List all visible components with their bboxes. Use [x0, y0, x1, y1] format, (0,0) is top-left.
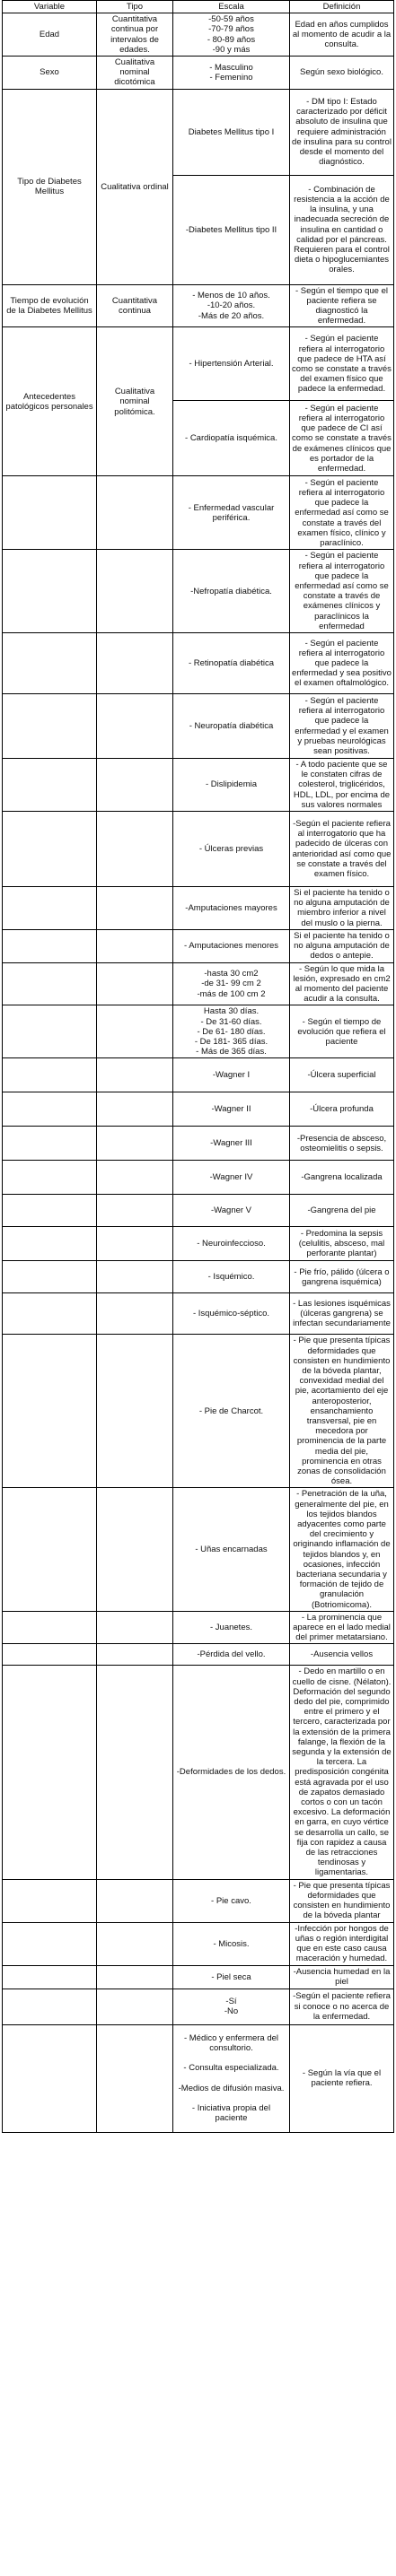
definicion-cell: Si el paciente ha tenido o no alguna amputación de dedos o antepie.: [290, 929, 394, 962]
definicion-cell: - Las lesiones isquémicas (úlceras gangrena) se infectan secundariamente: [290, 1293, 394, 1335]
escala-cell: - Micosis.: [173, 1922, 290, 1965]
escala-cell: - Juanetes.: [173, 1611, 290, 1644]
variable-cell: [3, 1195, 97, 1227]
definicion-cell: - Según el tiempo que el paciente refiera se diagnosticó la enfermedad.: [290, 284, 394, 327]
tipo-cell: [97, 1227, 173, 1261]
definicion-cell: Según sexo biológico.: [290, 57, 394, 90]
header-row: [3, 1, 394, 13]
table-row: [3, 1293, 394, 1335]
variable-cell: [3, 1666, 97, 1879]
definicion-cell: - Según el paciente refiera al interrogatorio que padece de HTA así como se constate a través del examen físico que padece la enfermedad.: [290, 327, 394, 401]
escala-cell: -Wagner IV: [173, 1161, 290, 1195]
table-row: [3, 1195, 394, 1227]
definicion-cell: - Pie frío, pálido (úlcera o gangrena isquémica): [290, 1261, 394, 1293]
table-row: [3, 1005, 394, 1058]
tipo-cell: [97, 1005, 173, 1058]
table-row: [3, 1335, 394, 1488]
definicion-cell: - Según el paciente refiera al interrogatorio que padece la enfermedad y sea positivo el examen oftalmológico.: [290, 633, 394, 694]
variables-table: [2, 0, 394, 2133]
escala-cell: -Nefropatía diabética.: [173, 550, 290, 633]
header-variable: Variable: [3, 1, 97, 13]
tipo-cell: [97, 929, 173, 962]
variable-cell: Sexo: [3, 57, 97, 90]
variable-cell: [3, 476, 97, 550]
escala-cell: - Isquémico-séptico.: [173, 1293, 290, 1335]
definicion-cell: Si el paciente ha tenido o no alguna amputación de miembro inferior a nivel del muslo o la pierna.: [290, 887, 394, 930]
definicion-cell: -Según el paciente refiera si conoce o no acerca de la enfermedad.: [290, 1989, 394, 2024]
escala-cell: Hasta 30 días. - De 31-60 días. - De 61- 180 días. - De 181- 365 días. - Más de 365 días.: [173, 1005, 290, 1058]
escala-cell: Diabetes Mellitus tipo I: [173, 89, 290, 175]
tipo-cell: [97, 694, 173, 759]
table-row: [3, 887, 394, 930]
header-escala: Escala: [173, 1, 290, 13]
tipo-cell: [97, 759, 173, 812]
tipo-cell: Cualitativa ordinal: [97, 89, 173, 284]
tipo-cell: [97, 812, 173, 887]
variable-cell: Tipo de Diabetes Mellitus: [3, 89, 97, 284]
escala-cell: -hasta 30 cm2 -de 31- 99 cm 2 -más de 100 cm 2: [173, 962, 290, 1005]
table-row: [3, 1488, 394, 1611]
variable-cell: [3, 759, 97, 812]
tipo-cell: Cualitativa nominal dicotómica: [97, 57, 173, 90]
variable-cell: [3, 812, 97, 887]
table-row: [3, 812, 394, 887]
escala-cell: - Pie cavo.: [173, 1879, 290, 1922]
tipo-cell: [97, 1261, 173, 1293]
definicion-cell: -Infección por hongos de uñas o región interdigital que en este caso causa maceración y humedad.: [290, 1922, 394, 1965]
definicion-cell: - Según la vía que el paciente refiera.: [290, 2024, 394, 2132]
variable-cell: [3, 1005, 97, 1058]
table-row: [3, 1965, 394, 1989]
variable-cell: [3, 1488, 97, 1611]
variable-cell: [3, 929, 97, 962]
definicion-cell: - Según el paciente refiera al interrogatorio que padece la enfermedad así como se constate a través del examen físico, clínico y paraclínico.: [290, 476, 394, 550]
definicion-cell: - Según el paciente refiera al interrogatorio que padece de CI así como se constate a través de exámenes clínicos que es portador de la enfermedad.: [290, 401, 394, 476]
table-row: [3, 1644, 394, 1666]
escala-cell: -Deformidades de los dedos.: [173, 1666, 290, 1879]
escala-cell: - Úlceras previas: [173, 812, 290, 887]
variable-cell: Tiempo de evolución de la Diabetes Mellitus: [3, 284, 97, 327]
escala-cell: - Dislipidemia: [173, 759, 290, 812]
escala-cell: - Pie de Charcot.: [173, 1335, 290, 1488]
table-row: [3, 1127, 394, 1161]
tipo-cell: [97, 476, 173, 550]
escala-cell: - Isquémico.: [173, 1261, 290, 1293]
escala-cell: -50-59 años -70-79 años - 80-89 años -90 y más: [173, 13, 290, 57]
definicion-cell: Edad en años cumplidos al momento de acudir a la consulta.: [290, 13, 394, 57]
tipo-cell: [97, 1989, 173, 2024]
table-row: [3, 2024, 394, 2132]
tipo-cell: [97, 550, 173, 633]
variable-cell: Edad: [3, 13, 97, 57]
escala-cell: - Neuroinfeccioso.: [173, 1227, 290, 1261]
variable-cell: [3, 1965, 97, 1989]
variable-cell: [3, 1611, 97, 1644]
tipo-cell: [97, 1922, 173, 1965]
variable-cell: [3, 1989, 97, 2024]
escala-cell: -Wagner V: [173, 1195, 290, 1227]
definicion-cell: -Según el paciente refiera al interrogatorio que ha padecido de úlceras con anterioridad así como que se constate a través del examen físico.: [290, 812, 394, 887]
escala-cell: -Sí -No: [173, 1989, 290, 2024]
variable-cell: Antecedentes patológicos personales: [3, 327, 97, 476]
variable-cell: [3, 962, 97, 1005]
tipo-cell: [97, 962, 173, 1005]
escala-cell: -Wagner III: [173, 1127, 290, 1161]
definicion-cell: - Pie que presenta típicas deformidades que consisten en hundimiento de la bóveda plantar, convexidad medial del pie, acortamiento del eje anteroposterior, ensanchamiento transversal, pie en mecedora por prominencia de la parte media del pie, prominencia en otras zonas de consolidación ósea.: [290, 1335, 394, 1488]
definicion-cell: - Según el paciente refiera al interrogatorio que padece la enfermedad y el examen y pruebas neurológicas sean positivas.: [290, 694, 394, 759]
tipo-cell: Cuantitativa continua: [97, 284, 173, 327]
table-row: [3, 89, 394, 175]
table-row: [3, 1666, 394, 1879]
escala-cell: - Piel seca: [173, 1965, 290, 1989]
table-row: [3, 13, 394, 57]
tipo-cell: Cualitativa nominal politómica.: [97, 327, 173, 476]
escala-cell: - Menos de 10 años. -10-20 años. -Más de 20 años.: [173, 284, 290, 327]
definicion-cell: - DM tipo I: Estado caracterizado por déficit absoluto de insulina que requiere administración de insulina para su control desde el momento del diagnóstico.: [290, 89, 394, 175]
variable-cell: [3, 1335, 97, 1488]
variable-cell: [3, 550, 97, 633]
table-row: [3, 57, 394, 90]
variable-cell: [3, 1261, 97, 1293]
tipo-cell: [97, 1161, 173, 1195]
variable-cell: [3, 1092, 97, 1127]
table-row: [3, 759, 394, 812]
tipo-cell: [97, 2024, 173, 2132]
definicion-cell: - Según el tiempo de evolución que refiera el paciente: [290, 1005, 394, 1058]
table-row: [3, 327, 394, 401]
escala-cell: - Cardiopatía isquémica.: [173, 401, 290, 476]
table-row: [3, 1161, 394, 1195]
escala-cell: - Retinopatía diabética: [173, 633, 290, 694]
tipo-cell: Cuantitativa continua por intervalos de edades.: [97, 13, 173, 57]
table-row: [3, 633, 394, 694]
escala-cell: - Hipertensión Arterial.: [173, 327, 290, 401]
definicion-cell: -Úlcera profunda: [290, 1092, 394, 1127]
definicion-cell: - Dedo en martillo o en cuello de cisne. (Nélaton). Deformación del segundo dedo del pie, comprimido entre el primero y el tercero, caracterizada por la extensión de la primera falange, la flexión de la segunda y la extensión de la tercera. La predisposición congénita está agravada por el uso de zapatos demasiado cortos o con un tacón excesivo. La deformación en garra, en cuyo vértice se desarrolla un callo, se fija con rapidez a causa de las retracciones tendinosas y ligamentarias.: [290, 1666, 394, 1879]
variable-cell: [3, 1293, 97, 1335]
tipo-cell: [97, 1335, 173, 1488]
table-row: [3, 929, 394, 962]
escala-cell: - Enfermedad vascular periférica.: [173, 476, 290, 550]
definicion-cell: -Úlcera superficial: [290, 1058, 394, 1092]
variable-cell: [3, 1161, 97, 1195]
variable-cell: [3, 1922, 97, 1965]
tipo-cell: [97, 1092, 173, 1127]
table-row: [3, 1879, 394, 1922]
escala-cell: - Amputaciones menores: [173, 929, 290, 962]
definicion-cell: -Presencia de absceso, osteomielitis o sepsis.: [290, 1127, 394, 1161]
definicion-cell: - A todo paciente que se le constaten cifras de colesterol, triglicéridos, HDL, LDL, por encima de sus valores normales: [290, 759, 394, 812]
definicion-cell: - Pie que presenta típicas deformidades que consisten en hundimiento de la bóveda plantar: [290, 1879, 394, 1922]
header-tipo: Tipo: [97, 1, 173, 13]
definicion-cell: - La prominencia que aparece en el lado medial del primer metatarsiano.: [290, 1611, 394, 1644]
table-row: [3, 1261, 394, 1293]
definicion-cell: -Gangrena localizada: [290, 1161, 394, 1195]
table-row: [3, 1092, 394, 1127]
escala-cell: -Diabetes Mellitus tipo II: [173, 175, 290, 284]
variable-cell: [3, 1127, 97, 1161]
table-row: [3, 1611, 394, 1644]
variable-cell: [3, 2024, 97, 2132]
tipo-cell: [97, 1058, 173, 1092]
table-row: [3, 1058, 394, 1092]
tipo-cell: [97, 1127, 173, 1161]
variable-cell: [3, 1058, 97, 1092]
tipo-cell: [97, 1488, 173, 1611]
variable-cell: [3, 1879, 97, 1922]
escala-cell: -Wagner II: [173, 1092, 290, 1127]
definicion-cell: - Según el paciente refiera al interrogatorio que padece la enfermedad así como se constate a través de exámenes clínicos y paraclínicos la enfermedad: [290, 550, 394, 633]
tipo-cell: [97, 1195, 173, 1227]
escala-cell: -Wagner I: [173, 1058, 290, 1092]
definicion-cell: -Gangrena del pie: [290, 1195, 394, 1227]
table-row: [3, 284, 394, 327]
escala-cell: - Médico y enfermera del consultorio. - Consulta especializada. -Medios de difusión masiva. - Iniciativa propia del paciente: [173, 2024, 290, 2132]
table-row: [3, 962, 394, 1005]
definicion-cell: - Según lo que mida la lesión, expresado en cm2 al momento del paciente acudir a la consulta.: [290, 962, 394, 1005]
tipo-cell: [97, 1666, 173, 1879]
table-row: [3, 1922, 394, 1965]
table-row: [3, 1989, 394, 2024]
table-row: [3, 476, 394, 550]
tipo-cell: [97, 1293, 173, 1335]
variable-cell: [3, 633, 97, 694]
variable-cell: [3, 887, 97, 930]
tipo-cell: [97, 633, 173, 694]
tipo-cell: [97, 1965, 173, 1989]
escala-cell: -Amputaciones mayores: [173, 887, 290, 930]
variable-cell: [3, 1227, 97, 1261]
escala-cell: - Masculino - Femenino: [173, 57, 290, 90]
variable-cell: [3, 1644, 97, 1666]
header-definicion: Definición: [290, 1, 394, 13]
escala-cell: - Neuropatía diabética: [173, 694, 290, 759]
table-row: [3, 550, 394, 633]
definicion-cell: - Combinación de resistencia a la acción de la insulina, y una inadecuada secreción de insulina en cantidad o calidad por el páncreas. Requieren para el control dieta o hipoglucemiantes orales.: [290, 175, 394, 284]
definicion-cell: - Penetración de la uña, generalmente del pie, en los tejidos blandos adyacentes como parte del crecimiento y originando inflamación de tejidos blandos y, en ocasiones, infección bacteriana secundaria y formación de tejido de granulación (Botriomicoma).: [290, 1488, 394, 1611]
table-row: [3, 694, 394, 759]
tipo-cell: [97, 1879, 173, 1922]
tipo-cell: [97, 1644, 173, 1666]
table-row: [3, 1227, 394, 1261]
definicion-cell: -Ausencia vellos: [290, 1644, 394, 1666]
escala-cell: - Uñas encarnadas: [173, 1488, 290, 1611]
definicion-cell: - Predomina la sepsis (celulitis, absceso, mal perforante plantar): [290, 1227, 394, 1261]
definicion-cell: -Ausencia humedad en la piel: [290, 1965, 394, 1989]
tipo-cell: [97, 1611, 173, 1644]
variable-cell: [3, 694, 97, 759]
escala-cell: -Pérdida del vello.: [173, 1644, 290, 1666]
tipo-cell: [97, 887, 173, 930]
